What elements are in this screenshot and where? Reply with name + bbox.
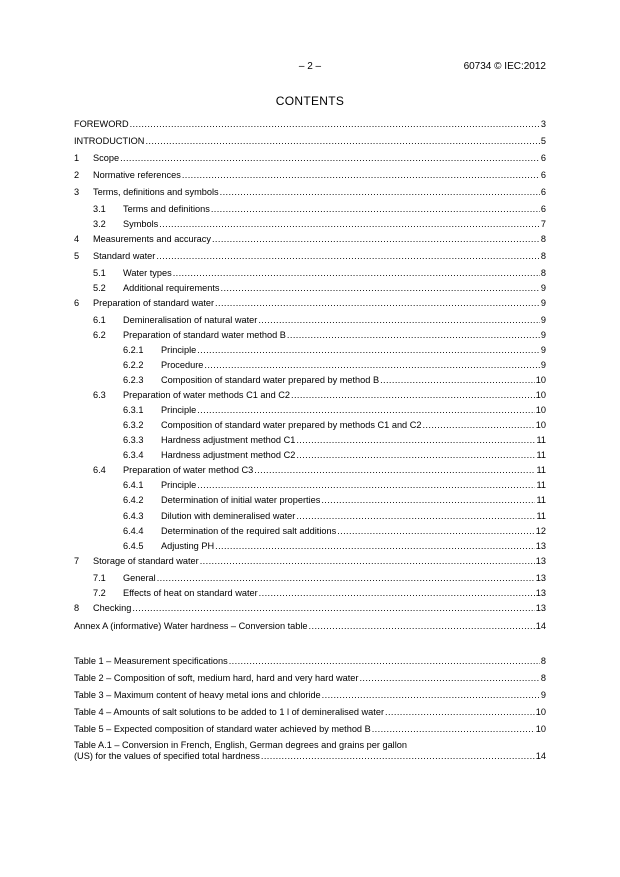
toc-entry-number: 6.4.3 — [123, 511, 144, 521]
table-entry-title: Table 1 – Measurement specifications — [74, 656, 228, 666]
document-reference: 60734 © IEC:2012 — [463, 61, 546, 72]
toc-entry-foreword[interactable] — [74, 117, 546, 130]
dot-leader — [204, 360, 539, 371]
toc-entry-title: FOREWORD — [74, 119, 129, 129]
toc-entry-page: 9 — [540, 298, 546, 308]
dot-leader — [254, 465, 535, 476]
toc-entry-number: 6.4.4 — [123, 526, 144, 536]
dot-leader — [215, 298, 540, 309]
dot-leader — [309, 621, 535, 632]
toc-entry-6-3-3[interactable] — [74, 433, 546, 446]
dot-leader — [258, 315, 540, 326]
toc-entry-number: 4 — [74, 234, 80, 244]
toc-entry-title: Terms and definitions — [123, 204, 210, 214]
dot-leader — [120, 153, 540, 164]
toc-entry-page: 8 — [540, 234, 546, 244]
table-entry-title: Table 5 – Expected composition of standard water achieved by method B — [74, 724, 371, 734]
toc-entry-number: 6.4.5 — [123, 541, 144, 551]
toc-entry-annex-a[interactable] — [74, 619, 546, 632]
toc-entry-page: 7 — [540, 219, 546, 229]
toc-entry-6-4[interactable] — [74, 463, 546, 476]
table-entry-line2 — [74, 751, 546, 762]
toc-entry-number: 6.2 — [93, 330, 106, 340]
toc-entry-5[interactable] — [74, 249, 546, 262]
contents-title: CONTENTS — [275, 94, 345, 108]
table-entry-title: Table 2 – Composition of soft, medium hard, hard and very hard water — [74, 673, 359, 683]
toc-entry-page: 13 — [535, 541, 546, 551]
table-list-entry-a1[interactable] — [74, 740, 546, 762]
dot-leader — [259, 588, 535, 599]
page-number: – 2 – — [298, 61, 322, 72]
toc-entry-page: 11 — [536, 511, 546, 521]
toc-entry-page: 11 — [536, 495, 546, 505]
toc-entry-1[interactable] — [74, 151, 546, 164]
toc-entry-8[interactable] — [74, 601, 546, 614]
toc-entry-number: 3.2 — [93, 219, 106, 229]
toc-entry-title: General — [123, 573, 156, 583]
toc-entry-title: Hardness adjustment method C1 — [161, 435, 296, 445]
toc-entry-page: 11 — [536, 450, 546, 460]
dot-leader — [197, 405, 535, 416]
toc-entry-6-4-3[interactable] — [74, 509, 546, 522]
toc-entry-6-2[interactable] — [74, 328, 546, 341]
dot-leader — [385, 707, 535, 718]
toc-entry-6-2-2[interactable] — [74, 358, 546, 371]
toc-entry-title: Principle — [161, 405, 197, 415]
toc-entry-introduction[interactable] — [74, 134, 546, 147]
toc-entry-title: Terms, definitions and symbols — [93, 187, 219, 197]
toc-entry-page: 13 — [535, 556, 546, 566]
toc-entry-page: 13 — [535, 588, 546, 598]
toc-entry-number: 6.4 — [93, 465, 106, 475]
toc-entry-3[interactable] — [74, 185, 546, 198]
toc-entry-page: 8 — [540, 251, 546, 261]
toc-entry-title: Preparation of water methods C1 and C2 — [123, 390, 290, 400]
toc-entry-title: Composition of standard water prepared by methods C1 and C2 — [161, 420, 422, 430]
toc-entry-page: 11 — [536, 480, 546, 490]
toc-entry-6-2-3[interactable] — [74, 373, 546, 386]
table-entry-page: 9 — [540, 690, 546, 700]
toc-entry-number: 7.2 — [93, 588, 106, 598]
toc-entry-page: 10 — [535, 390, 546, 400]
toc-entry-number: 6.2.2 — [123, 360, 144, 370]
toc-entry-number: 6.2.1 — [123, 345, 144, 355]
dot-leader — [296, 435, 535, 446]
toc-entry-title: Normative references — [93, 170, 181, 180]
toc-entry-page: 9 — [540, 330, 546, 340]
dot-leader — [221, 283, 540, 294]
toc-entry-7[interactable] — [74, 554, 546, 567]
toc-entry-4[interactable] — [74, 232, 546, 245]
table-list-entry-4[interactable] — [74, 705, 546, 718]
toc-entry-title: Procedure — [161, 360, 204, 370]
toc-entry-title: Principle — [161, 480, 197, 490]
toc-entry-title: Principle — [161, 345, 197, 355]
toc-entry-title: Preparation of standard water method B — [123, 330, 286, 340]
toc-entry-number: 6.3.4 — [123, 450, 144, 460]
toc-entry-number: 3.1 — [93, 204, 106, 214]
table-list-entry-5[interactable] — [74, 722, 546, 735]
toc-entry-number: 6 — [74, 298, 80, 308]
toc-entry-6-3-1[interactable] — [74, 403, 546, 416]
toc-entry-number: 6.2.3 — [123, 375, 144, 385]
toc-entry-title: Composition of standard water prepared by method B — [161, 375, 380, 385]
table-entry-page: 10 — [535, 724, 546, 734]
toc-entry-page: 11 — [536, 465, 546, 475]
dot-leader — [372, 724, 535, 735]
dot-leader — [337, 526, 535, 537]
toc-entry-3-1[interactable] — [74, 202, 546, 215]
table-list-entry-3[interactable] — [74, 688, 546, 701]
table-entry-title-line1: Table A.1 – Conversion in French, English, German degrees and grains per gallon — [74, 740, 407, 750]
toc-entry-number: 6.4.2 — [123, 495, 144, 505]
table-entry-page: 8 — [540, 673, 546, 683]
dot-leader — [212, 234, 540, 245]
toc-entry-title: Checking — [93, 603, 132, 613]
dot-leader — [261, 751, 535, 762]
dot-leader — [296, 511, 535, 522]
dot-leader — [321, 495, 535, 506]
dot-leader — [422, 420, 534, 431]
toc-entry-number: 7.1 — [93, 573, 106, 583]
toc-entry-page: 11 — [536, 435, 546, 445]
toc-entry-page: 5 — [540, 136, 546, 146]
toc-entry-5-1[interactable] — [74, 266, 546, 279]
toc-entry-title: Additional requirements — [123, 283, 220, 293]
toc-entry-number: 6.3 — [93, 390, 106, 400]
toc-entry-page: 14 — [535, 621, 546, 631]
dot-leader — [200, 556, 535, 567]
toc-entry-page: 9 — [540, 345, 546, 355]
toc-entry-page: 13 — [535, 603, 546, 613]
toc-entry-number: 6.3.1 — [123, 405, 144, 415]
dot-leader — [197, 480, 535, 491]
table-entry-page: 14 — [535, 751, 546, 761]
dot-leader — [287, 330, 540, 341]
toc-entry-5-2[interactable] — [74, 281, 546, 294]
toc-entry-page: 10 — [535, 420, 546, 430]
dot-leader — [132, 603, 534, 614]
dot-leader — [145, 136, 539, 147]
toc-entry-page: 6 — [540, 204, 546, 214]
dot-leader — [296, 450, 535, 461]
toc-entry-number: 2 — [74, 170, 80, 180]
toc-entry-6-4-1[interactable] — [74, 478, 546, 491]
toc-entry-6-2-1[interactable] — [74, 343, 546, 356]
dot-leader — [159, 219, 540, 230]
toc-entry-title: Hardness adjustment method C2 — [161, 450, 296, 460]
toc-entry-number: 6.4.1 — [123, 480, 144, 490]
toc-entry-6-3-4[interactable] — [74, 448, 546, 461]
toc-entry-page: 13 — [535, 573, 546, 583]
toc-entry-number: 5.2 — [93, 283, 106, 293]
toc-entry-page: 9 — [540, 315, 546, 325]
toc-entry-title: Water types — [123, 268, 172, 278]
toc-entry-6-1[interactable] — [74, 313, 546, 326]
dot-leader — [182, 170, 540, 181]
toc-entry-number: 7 — [74, 556, 80, 566]
dot-leader — [215, 541, 535, 552]
toc-entry-title: Preparation of water method C3 — [123, 465, 254, 475]
toc-entry-page: 3 — [540, 119, 546, 129]
table-entry-title-line2: (US) for the values of specified total hardness — [74, 751, 260, 761]
table-list-entry-1[interactable] — [74, 654, 546, 667]
toc-entry-page: 6 — [540, 187, 546, 197]
dot-leader — [157, 573, 535, 584]
toc-entry-number: 6.3.2 — [123, 420, 144, 430]
toc-entry-page: 6 — [540, 153, 546, 163]
toc-entry-6-4-4[interactable] — [74, 524, 546, 537]
toc-entry-title: Scope — [93, 153, 120, 163]
toc-entry-title: Determination of the required salt additions — [161, 526, 337, 536]
toc-entry-2[interactable] — [74, 168, 546, 181]
table-list-entry-2[interactable] — [74, 671, 546, 684]
toc-entry-title: Measurements and accuracy — [93, 234, 211, 244]
toc-entry-number: 3 — [74, 187, 80, 197]
toc-entry-title: Demineralisation of natural water — [123, 315, 258, 325]
toc-entry-6-3[interactable] — [74, 388, 546, 401]
dot-leader — [156, 251, 540, 262]
toc-entry-6-4-2[interactable] — [74, 493, 546, 506]
toc-entry-page: 9 — [540, 283, 546, 293]
toc-entry-title: INTRODUCTION — [74, 136, 145, 146]
toc-entry-title: Storage of standard water — [93, 556, 199, 566]
toc-entry-7-2[interactable] — [74, 586, 546, 599]
toc-entry-title: Symbols — [123, 219, 159, 229]
table-entry-page: 10 — [535, 707, 546, 717]
toc-entry-title: Adjusting PH — [161, 541, 215, 551]
dot-leader — [380, 375, 535, 386]
dot-leader — [359, 673, 539, 684]
table-entry-title: Table 3 – Maximum content of heavy metal ions and chloride — [74, 690, 321, 700]
toc-entry-title: Preparation of standard water — [93, 298, 215, 308]
toc-entry-number: 1 — [74, 153, 80, 163]
toc-entry-number: 6.1 — [93, 315, 106, 325]
table-entry-title: Table 4 – Amounts of salt solutions to be added to 1 l of demineralised water — [74, 707, 385, 717]
dot-leader — [322, 690, 540, 701]
toc-entry-page: 6 — [540, 170, 546, 180]
dot-leader — [173, 268, 540, 279]
table-entry-page: 8 — [540, 656, 546, 666]
toc-entry-title: Determination of initial water properties — [161, 495, 321, 505]
dot-leader — [130, 119, 540, 130]
toc-entry-page: 9 — [540, 360, 546, 370]
toc-entry-7-1[interactable] — [74, 571, 546, 584]
toc-entry-6-3-2[interactable] — [74, 418, 546, 431]
toc-entry-number: 8 — [74, 603, 80, 613]
toc-entry-title: Annex A (informative) Water hardness – Conversion table — [74, 621, 308, 631]
dot-leader — [211, 204, 540, 215]
toc-entry-3-2[interactable] — [74, 217, 546, 230]
toc-entry-page: 8 — [540, 268, 546, 278]
toc-entry-page: 10 — [535, 405, 546, 415]
toc-entry-title: Effects of heat on standard water — [123, 588, 258, 598]
toc-entry-number: 6.3.3 — [123, 435, 144, 445]
toc-entry-page: 10 — [535, 375, 546, 385]
toc-entry-title: Standard water — [93, 251, 156, 261]
dot-leader — [291, 390, 535, 401]
dot-leader — [229, 656, 540, 667]
toc-entry-number: 5 — [74, 251, 80, 261]
toc-entry-page: 12 — [535, 526, 546, 536]
toc-entry-number: 5.1 — [93, 268, 106, 278]
dot-leader — [220, 187, 540, 198]
toc-entry-6-4-5[interactable] — [74, 539, 546, 552]
toc-entry-title: Dilution with demineralised water — [161, 511, 296, 521]
toc-entry-6[interactable] — [74, 296, 546, 309]
dot-leader — [197, 345, 540, 356]
